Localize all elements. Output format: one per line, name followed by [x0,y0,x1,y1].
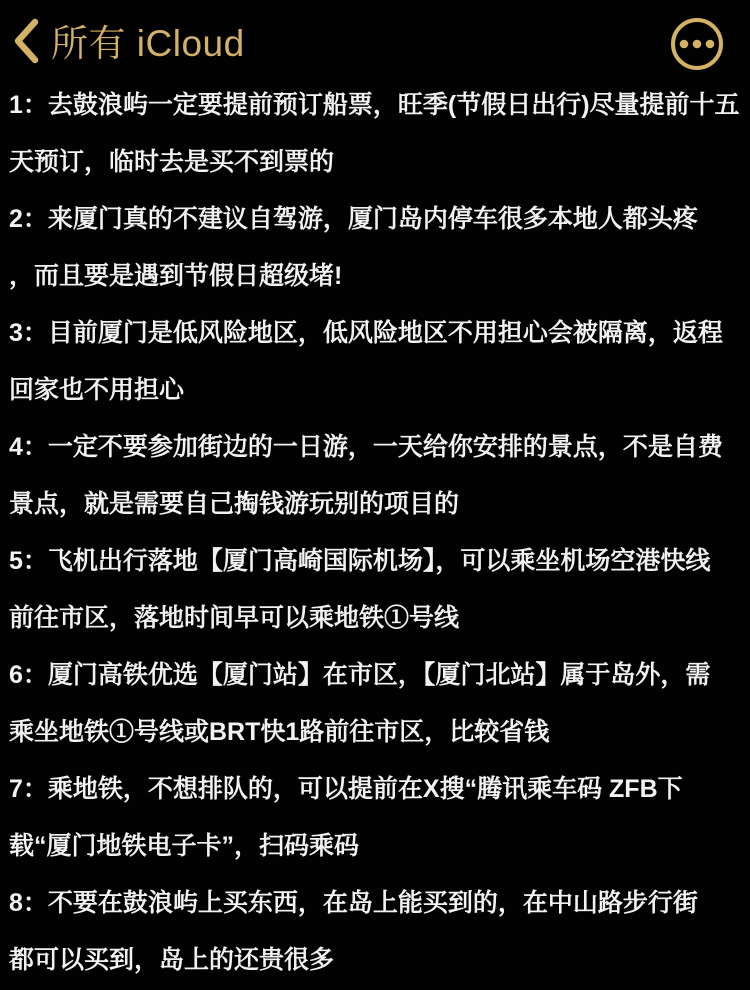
note-line: 3：目前厦门是低风险地区，低风险地区不用担心会被隔离，返程 [9,319,723,347]
note-line: 回家也不用担心 [9,376,185,404]
back-button-label: 所有 iCloud [51,22,245,64]
note-line: 载“厦门地铁电子卡”，扫码乘码 [9,832,360,860]
note-item-5 [9,533,744,647]
note-line: 7：乘地铁，不想排队的，可以提前在X搜“腾讯乘车码 ZFB下 [9,775,683,803]
note-line: 4：一定不要参加街边的一日游，一天给你安排的景点，不是自费 [9,433,723,461]
note-item-7 [9,761,744,875]
note-line: 2：来厦门真的不建议自驾游，厦门岛内停车很多本地人都头疼 [9,205,698,233]
note-item-1 [9,77,744,191]
note-item-2 [9,191,744,305]
more-button[interactable] [669,16,725,72]
note-item-4 [9,419,744,533]
note-line: 8：不要在鼓浪屿上买东西，在岛上能买到的，在中山路步行街 [9,889,698,917]
nav-bar [0,0,750,72]
note-line: 1：去鼓浪屿一定要提前预订船票，旺季(节假日出行)尽量提前十五 [9,91,740,119]
note-line: 6：厦门高铁优选【厦门站】在市区，【厦门北站】属于岛外，需 [9,661,711,689]
chevron-left-icon [12,18,39,69]
back-button[interactable] [12,18,245,69]
note-line: ，而且要是遇到节假日超级堵! [9,262,343,290]
ellipsis-circle-icon [669,59,725,76]
note-line: 5：飞机出行落地【厦门高崎国际机场】，可以乘坐机场空港快线 [9,547,711,575]
note-line: 都可以买到，岛上的还贵很多 [9,946,335,974]
note-item-8 [9,875,744,989]
note-line: 乘坐地铁①号线或BRT快1路前往市区，比较省钱 [9,718,550,746]
note-content-area[interactable] [0,72,750,989]
note-line: 前往市区，落地时间早可以乘地铁①号线 [9,604,460,632]
note-line: 天预订，临时去是买不到票的 [9,148,335,176]
note-line: 景点，就是需要自己掏钱游玩别的项目的 [9,490,460,518]
note-item-3 [9,305,744,419]
note-item-6 [9,647,744,761]
